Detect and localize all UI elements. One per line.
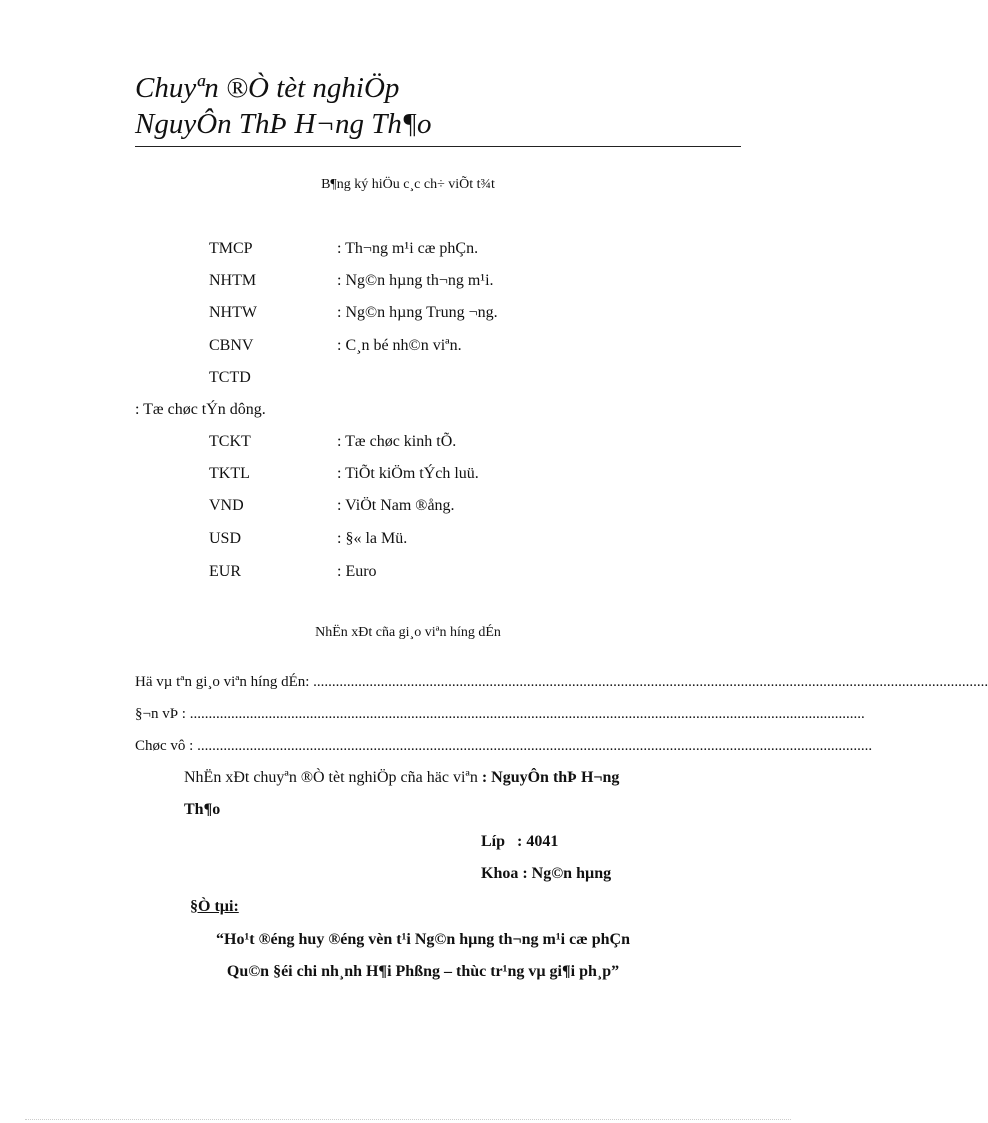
unit-line: [135, 706, 865, 723]
class-label: Líp: [481, 833, 506, 850]
abbr-row: [209, 272, 494, 292]
review-title: NhËn xÐt cña gi¸o viªn híng dÉn: [315, 625, 501, 640]
advisor-name-label: Hä vµ tªn gi¸o viªn híng dÉn:: [135, 674, 310, 690]
fill-dots: ....................................................................................................................................................................................: [197, 738, 873, 754]
abbr-desc: : Tæ chøc kinh tÕ.: [337, 433, 457, 450]
abbr-row: [209, 337, 462, 357]
abbr-row: [209, 497, 455, 517]
abbr-code: TCKT: [209, 433, 251, 450]
abbr-desc-wrapped: : Tæ chøc tÝn dông.: [135, 401, 266, 418]
abbr-code: VND: [209, 497, 244, 514]
abbr-desc: : Ng©n hµng Trung ¬ng.: [337, 304, 498, 321]
abbr-row: [209, 433, 456, 453]
abbr-desc: : Ng©n hµng th¬ng m¹i.: [337, 272, 494, 289]
review-intro-line: [184, 769, 619, 787]
review-intro: NhËn xÐt chuyªn ®Ò tèt nghiÖp cña häc viªn: [184, 769, 478, 786]
class-value: : 4041: [517, 833, 559, 850]
abbr-row: [209, 304, 498, 324]
position-line: [135, 738, 873, 755]
abbr-code: CBNV: [209, 337, 254, 354]
abbr-row: [209, 369, 337, 389]
fill-dots: ....................................................................................................................................................................................: [313, 674, 988, 690]
topic-line-1: “Ho¹t ®éng huy ®éng vèn t¹i Ng©n hµng th¬ng m¹i cæ phÇn: [216, 931, 630, 948]
student-name: : NguyÔn thÞ H¬ng: [481, 769, 620, 786]
abbr-code: TCTD: [209, 369, 251, 386]
header-author: NguyÔn ThÞ H¬ng Th¶o: [135, 108, 432, 140]
abbr-desc: : Euro: [337, 563, 377, 580]
abbr-code: NHTM: [209, 272, 257, 289]
header-title: Chuyªn ®Ò tèt nghiÖp: [135, 72, 400, 104]
abbr-row: [209, 240, 478, 260]
abbr-code: EUR: [209, 563, 241, 580]
faculty-line: Khoa : Ng©n hµng: [481, 865, 612, 882]
abbr-code: USD: [209, 530, 242, 547]
advisor-name-line: [135, 674, 988, 691]
abbr-row: [209, 530, 407, 550]
topic-label: §Ò tµi:: [190, 898, 239, 915]
abbr-desc: : Th¬ng m¹i cæ phÇn.: [337, 240, 479, 257]
position-label: Chøc vô :: [135, 738, 194, 754]
unit-label: §¬n vÞ :: [135, 706, 186, 722]
abbr-desc: : ViÖt Nam ®ång.: [337, 497, 455, 514]
abbr-desc: : §« la Mü.: [337, 530, 408, 547]
page-bottom-border: [25, 1119, 791, 1120]
abbr-code: TMCP: [209, 240, 253, 257]
abbr-desc: : C¸n bé nh©n viªn.: [337, 337, 462, 354]
topic-line-2: Qu©n §éi chi nh¸nh H¶i Phßng – thùc tr¹ng vµ gi¶i ph¸p”: [226, 963, 620, 980]
fill-dots: ....................................................................................................................................................................................: [189, 706, 865, 722]
student-name-cont: Th¶o: [184, 801, 221, 818]
abbr-row: [209, 465, 479, 485]
abbr-desc: : TiÕt kiÖm tÝch luü.: [337, 465, 479, 482]
abbr-table-title: B¶ng ký hiÖu c¸c ch÷ viÕt t¾t: [321, 177, 495, 192]
page-header: [135, 70, 741, 147]
abbr-row: [209, 563, 377, 583]
abbr-code: TKTL: [209, 465, 250, 482]
abbr-code: NHTW: [209, 304, 257, 321]
class-line: [481, 833, 558, 851]
